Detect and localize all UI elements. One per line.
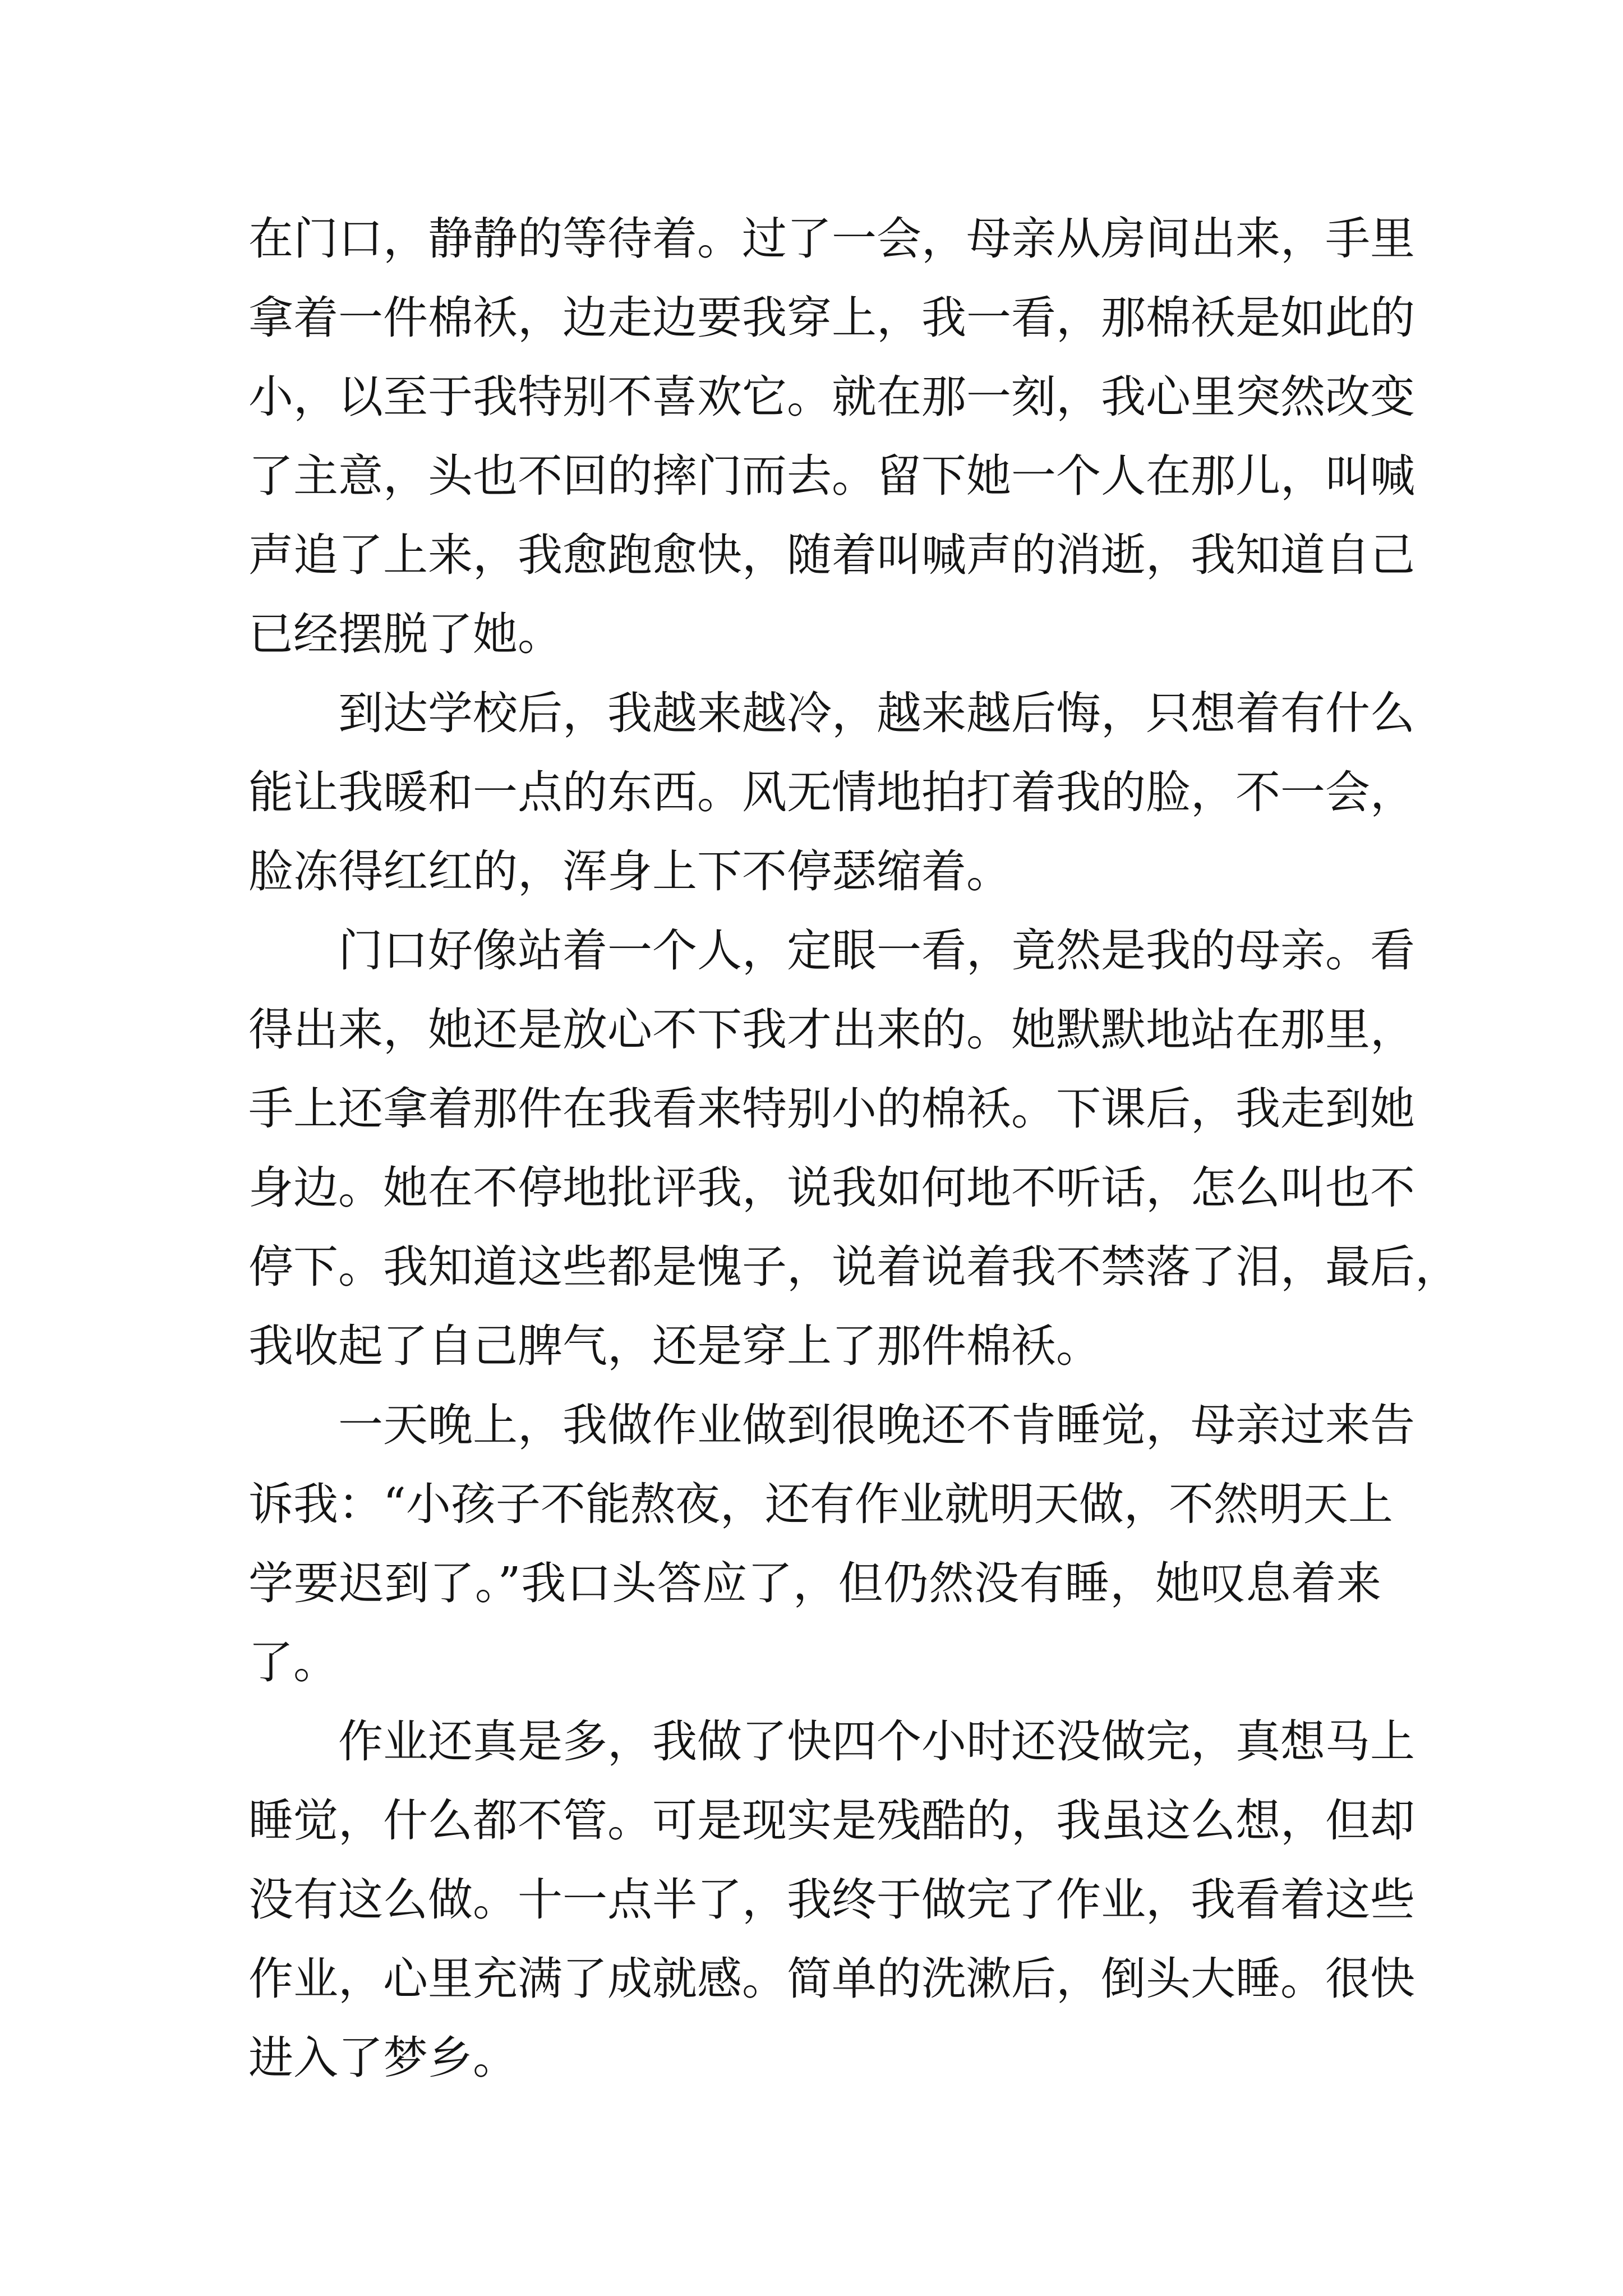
text-line: 在门口，静静的等待着。过了一会，母亲从房间出来，手里 bbox=[248, 213, 1415, 265]
text-line: 没有这么做。十一点半了，我终于做完了作业，我看着这些 bbox=[248, 1874, 1415, 1926]
text-line: 作业，心里充满了成就感。简单的洗漱后，倒头大睡。很快 bbox=[248, 1953, 1415, 2005]
paragraph-1 bbox=[248, 199, 1415, 674]
text-line: 手上还拿着那件在我看来特别小的棉袄。下课后，我走到她 bbox=[248, 1083, 1415, 1135]
text-line: 声追了上来，我愈跑愈快，随着叫喊声的消逝，我知道自己 bbox=[248, 529, 1415, 581]
paragraph-3 bbox=[248, 911, 1460, 1386]
text-line: 了主意，头也不回的摔门而去。留下她一个人在那儿，叫喊 bbox=[248, 450, 1415, 502]
text-line: 学要迟到了。”我口头答应了，但仍然没有睡，她叹息着来 bbox=[248, 1557, 1381, 1609]
text-line: 能让我暖和一点的东西。风无情地拍打着我的脸，不一会， bbox=[248, 766, 1415, 818]
paragraph-5 bbox=[248, 1702, 1415, 2097]
text-line: 作业还真是多，我做了快四个小时还没做完，真想马上 bbox=[338, 1715, 1415, 1768]
text-line: 一天晚上，我做作业做到很晚还不肯睡觉，母亲过来告 bbox=[338, 1399, 1415, 1451]
text-line: 小，以至于我特别不喜欢它。就在那一刻，我心里突然改变 bbox=[248, 371, 1415, 423]
text-line: 拿着一件棉袄，边走边要我穿上，我一看，那棉袄是如此的 bbox=[248, 292, 1415, 344]
text-line: 脸冻得红红的，浑身上下不停瑟缩着。 bbox=[248, 845, 1011, 898]
text-line: 进入了梦乡。 bbox=[248, 2032, 518, 2084]
text-line: 到达学校后，我越来越冷，越来越后悔，只想着有什么 bbox=[338, 687, 1415, 739]
text-line: 了。 bbox=[248, 1636, 338, 1688]
text-line: 睡觉，什么都不管。可是现实是残酷的，我虽这么想，但却 bbox=[248, 1795, 1415, 1847]
text-line: 已经摆脱了她。 bbox=[248, 608, 562, 660]
text-line: 诉我：“小孩子不能熬夜，还有作业就明天做，不然明天上 bbox=[248, 1478, 1393, 1530]
paragraph-2 bbox=[248, 674, 1415, 911]
text-line: 我收起了自己脾气，还是穿上了那件棉袄。 bbox=[248, 1320, 1101, 1372]
text-line: 停下。我知道这些都是愧子，说着说着我不禁落了泪，最后， bbox=[248, 1241, 1460, 1293]
essay-body bbox=[248, 199, 1460, 2097]
paragraph-4 bbox=[248, 1386, 1415, 1702]
text-line: 身边。她在不停地批评我，说我如何地不听话，怎么叫也不 bbox=[248, 1162, 1415, 1214]
text-line: 门口好像站着一个人，定眼一看，竟然是我的母亲。看 bbox=[338, 924, 1415, 977]
text-line: 得出来，她还是放心不下我才出来的。她默默地站在那里， bbox=[248, 1004, 1415, 1056]
